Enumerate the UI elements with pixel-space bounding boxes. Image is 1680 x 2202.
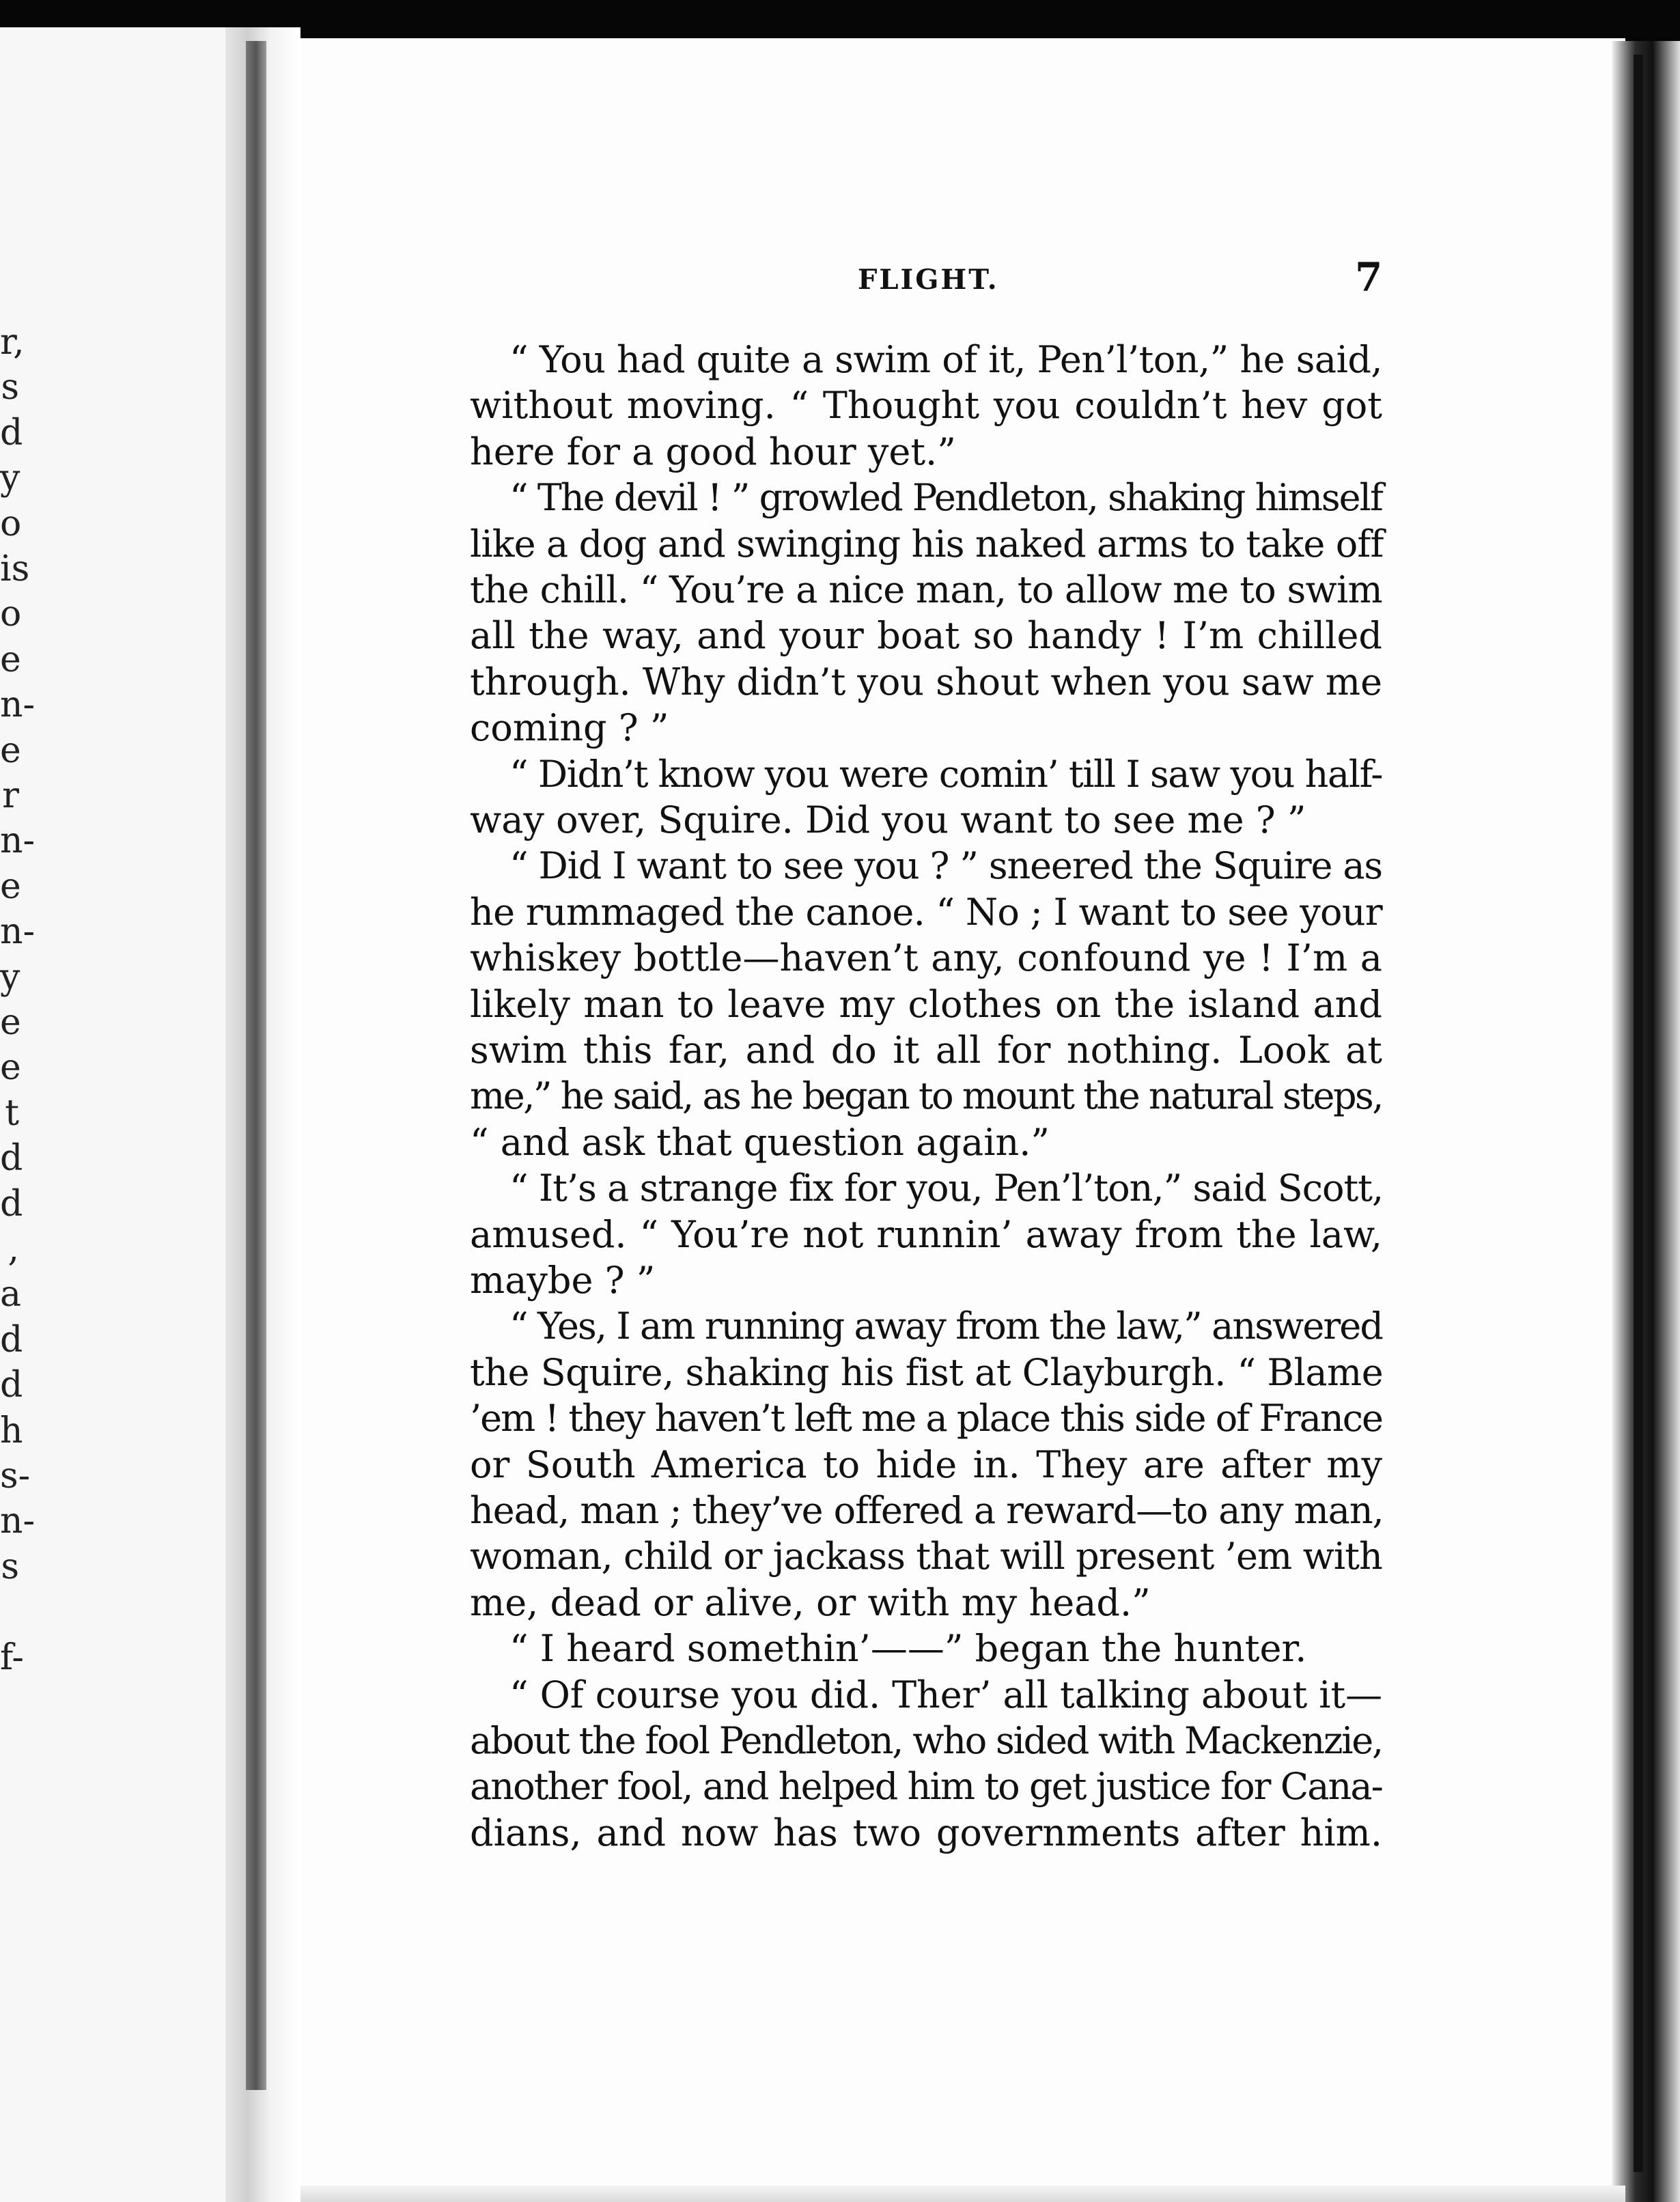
facing-page-fragment: e xyxy=(0,639,21,680)
running-head: FLIGHT. xyxy=(858,264,999,296)
text-line-content: all the way, and your boat so handy ! I’m chilled xyxy=(470,614,1382,658)
text-line-content: amused. “ You’re not runnin’ away from the law, xyxy=(470,1212,1382,1256)
text-line-content: he rummaged the canoe. “ No ; I want to see your xyxy=(470,890,1382,934)
text-line xyxy=(470,1580,1382,1626)
text-line xyxy=(509,475,1382,520)
facing-page-fragment: d xyxy=(0,412,23,454)
gutter-shadow-line xyxy=(246,41,266,2090)
text-line xyxy=(470,568,1382,613)
facing-page-fragment: a xyxy=(0,1274,22,1315)
text-line-content: through. Why didn’t you shout when you saw me xyxy=(470,660,1382,703)
text-line-content: here for a good hour yet.” xyxy=(470,430,956,473)
text-line xyxy=(470,706,1382,751)
text-line-content: dians, and now has two governments after him. xyxy=(470,1811,1382,1854)
facing-page-fragment: d xyxy=(0,1319,23,1361)
text-line-content: “ I heard somethin’——” began the hunter. xyxy=(509,1627,1307,1671)
text-line-content: ’em ! they haven’t left me a place this side of France xyxy=(470,1397,1382,1440)
facing-page-fragment: r xyxy=(2,775,19,816)
text-line xyxy=(470,1258,1382,1303)
facing-page-fragment: d xyxy=(0,1183,23,1225)
text-line xyxy=(470,798,1382,843)
text-line xyxy=(470,1212,1382,1257)
text-line xyxy=(470,1811,1382,1856)
text-line xyxy=(470,430,1382,475)
text-line-content: “ It’s a strange fix for you, Pen’l’ton,” said Scott, xyxy=(509,1167,1384,1210)
text-line-content: way over, Squire. Did you want to see me ? ” xyxy=(470,798,1306,841)
facing-page-fragment: h xyxy=(0,1410,23,1451)
text-line-content: head, man ; they’ve offered a reward—to any man, xyxy=(470,1489,1384,1532)
text-line-content: “ Didn’t know you were comin’ till I saw you half- xyxy=(509,752,1382,796)
text-line xyxy=(470,383,1382,428)
text-line-content: woman, child or jackass that will present ’em with xyxy=(470,1535,1382,1578)
text-line-content: swim this far, and do it all for nothing. Look at xyxy=(470,1029,1382,1072)
text-line xyxy=(509,752,1382,797)
text-line-content: about the fool Pendleton, who sided with Mackenzie, xyxy=(470,1719,1382,1762)
facing-page-fragment: t xyxy=(5,1092,19,1134)
facing-page-fragment: n- xyxy=(0,1501,36,1542)
text-line-content: whiskey bottle—haven’t any, confound ye ! I’m a xyxy=(470,936,1382,980)
facing-page-fragment: y xyxy=(0,458,20,499)
text-line-content: without moving. “ Thought you couldn’t hev got xyxy=(470,384,1382,428)
text-line xyxy=(470,1028,1382,1073)
facing-page-fragment: d xyxy=(0,1365,23,1406)
facing-page-fragment: y xyxy=(0,956,20,998)
page-right-edge xyxy=(1612,41,1680,2202)
text-line-content: like a dog and swinging his naked arms to take off xyxy=(470,522,1384,566)
page-right-edge-shadow xyxy=(1634,55,1643,2172)
text-line xyxy=(470,613,1382,658)
text-line-content: coming ? ” xyxy=(470,706,669,750)
text-line-content: the chill. “ You’re a nice man, to allow me to swim xyxy=(470,568,1382,611)
text-line xyxy=(470,1718,1382,1764)
text-line xyxy=(470,1074,1382,1119)
facing-page-fragment: is xyxy=(0,548,30,589)
page-number: 7 xyxy=(1355,254,1383,301)
text-line-content: me,” he said, as he began to mount the natural steps, xyxy=(470,1074,1382,1118)
text-line xyxy=(470,890,1382,935)
text-line-content: likely man to leave my clothes on the island and xyxy=(470,982,1382,1026)
text-line-content: maybe ? ” xyxy=(470,1259,656,1302)
text-line-content: another fool, and helped him to get justice for Cana- xyxy=(470,1765,1382,1809)
text-line xyxy=(470,660,1382,705)
text-line xyxy=(470,1443,1382,1488)
facing-page-fragment: n- xyxy=(0,911,36,953)
facing-page-fragment: e xyxy=(0,865,21,907)
text-line xyxy=(509,1304,1382,1349)
text-line xyxy=(470,982,1382,1027)
text-line-content: the Squire, shaking his fist at Clayburgh. “ Blame xyxy=(470,1350,1384,1394)
facing-page-fragment: s xyxy=(1,1546,19,1587)
text-line-content: “ The devil ! ” growled Pendleton, shaking himself xyxy=(509,476,1382,520)
text-line xyxy=(470,936,1382,981)
text-line-content: or South America to hide in. They are after my xyxy=(470,1443,1382,1486)
text-line-content: “ Of course you did. Ther’ all talking about it— xyxy=(509,1673,1382,1716)
facing-page-fragment: n- xyxy=(0,820,36,862)
page-bottom-shadow xyxy=(300,2186,1625,2202)
facing-page-fragment: o xyxy=(0,594,22,635)
text-line xyxy=(470,1764,1382,1809)
facing-page-fragment: e xyxy=(0,1002,21,1043)
text-line xyxy=(509,844,1382,889)
facing-page-fragment: e xyxy=(0,729,21,771)
text-line xyxy=(470,1488,1382,1533)
text-line xyxy=(509,337,1382,382)
text-line xyxy=(470,1396,1382,1441)
text-line xyxy=(470,522,1382,567)
facing-page-edge xyxy=(0,27,234,2202)
facing-page-fragment: n- xyxy=(0,684,36,726)
text-line-content: “ and ask that question again.” xyxy=(470,1120,1050,1164)
text-line-content: “ Did I want to see you ? ” sneered the Squire as xyxy=(509,844,1382,888)
facing-page-fragment: , xyxy=(8,1229,19,1270)
text-line xyxy=(470,1534,1382,1579)
text-line xyxy=(509,1626,1382,1671)
facing-page-fragment: s xyxy=(1,367,19,408)
text-line-content: me, dead or alive, or with my head.” xyxy=(470,1580,1151,1624)
text-line-content: “ You had quite a swim of it, Pen’l’ton,” he said, xyxy=(509,338,1382,381)
facing-page-fragment: e xyxy=(0,1047,21,1089)
facing-page-fragment: d xyxy=(0,1138,23,1180)
facing-page-fragment: f- xyxy=(0,1636,24,1678)
text-line xyxy=(470,1120,1382,1165)
facing-page-fragment: s- xyxy=(0,1455,31,1496)
text-line xyxy=(509,1166,1382,1211)
text-line xyxy=(509,1673,1382,1718)
text-line xyxy=(470,1350,1382,1395)
facing-page-fragment: o xyxy=(0,503,22,544)
facing-page-fragment: r, xyxy=(0,322,25,363)
text-line-content: “ Yes, I am running away from the law,” answered xyxy=(509,1305,1382,1348)
